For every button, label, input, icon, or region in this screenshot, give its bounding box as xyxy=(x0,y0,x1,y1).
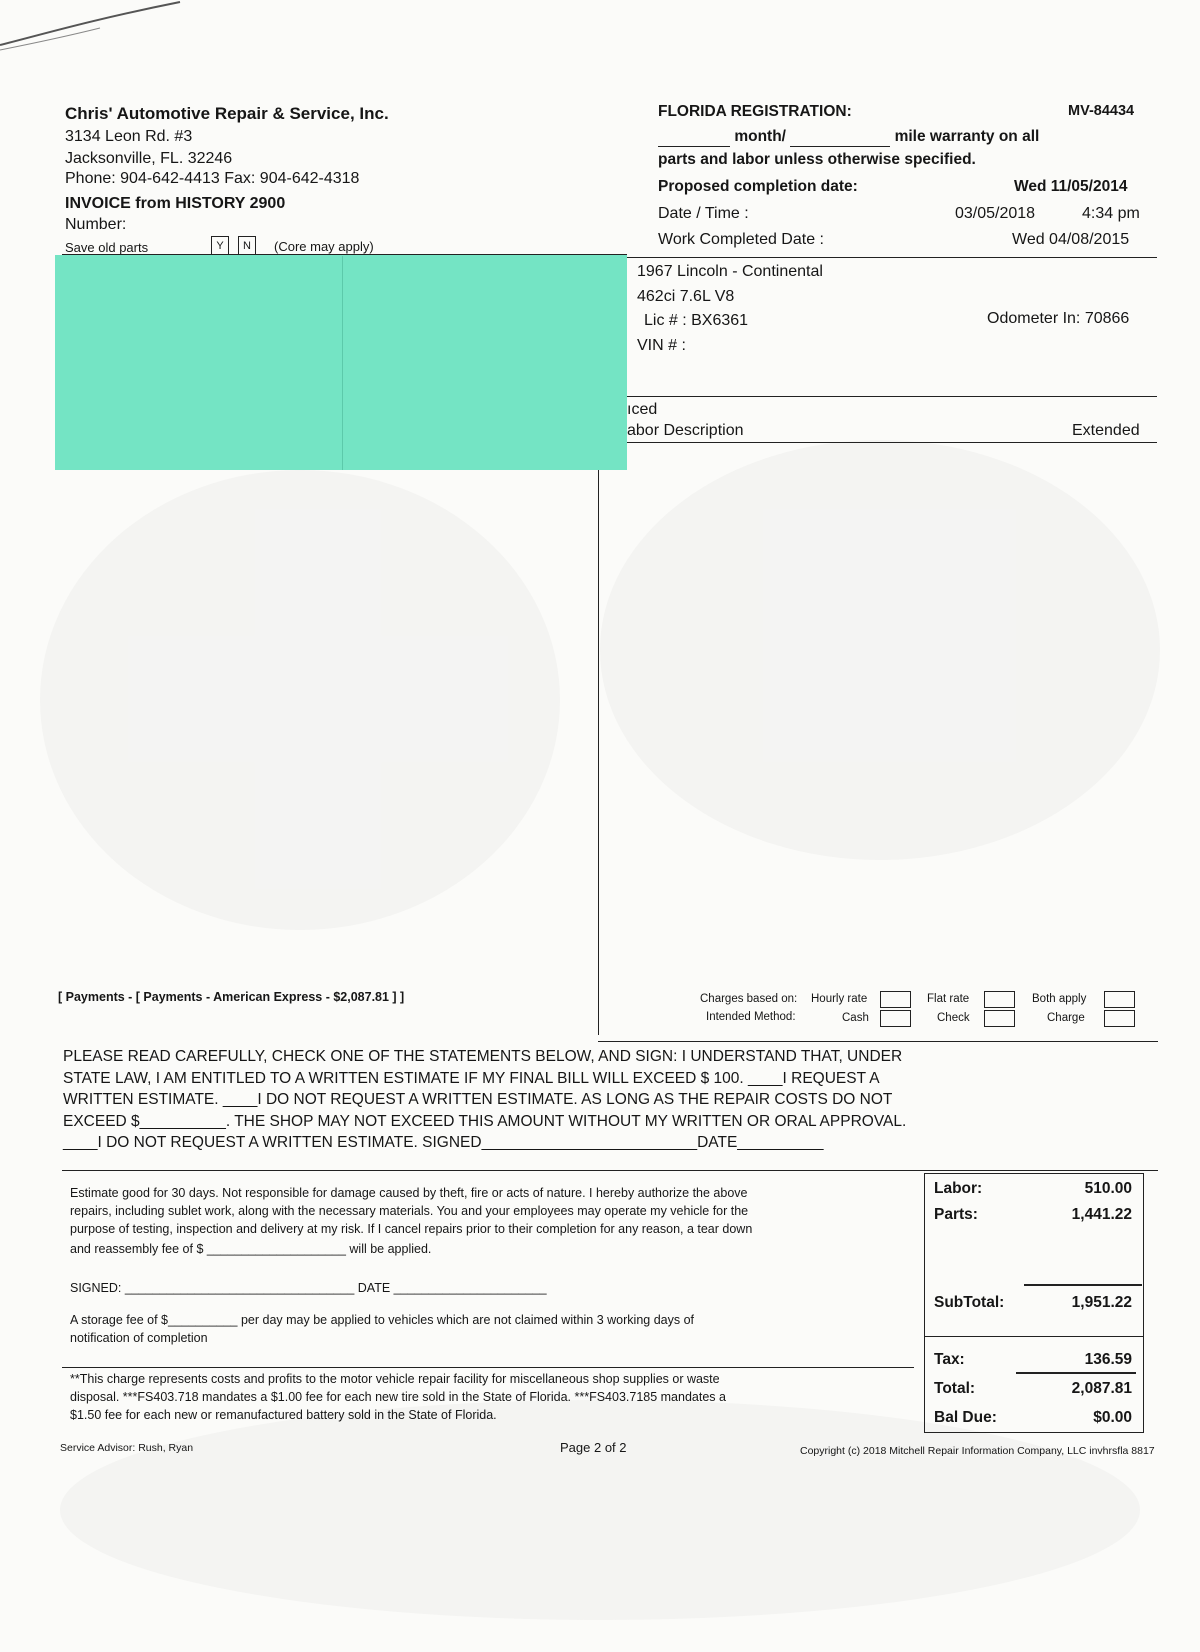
datetime-label: Date / Time : xyxy=(658,205,749,222)
copyright: Copyright (c) 2018 Mitchell Repair Information Company, LLC invhrsfla 8817 xyxy=(800,1445,1155,1457)
column-extended: Extended xyxy=(1072,422,1140,439)
invoice-label: INVOICE from HISTORY 2900 xyxy=(65,195,286,212)
terms-signed-line: SIGNED: _________________________________ DATE ______________________ xyxy=(70,1281,547,1295)
charges-rule xyxy=(598,1041,1158,1042)
estimate-notice-line-4: EXCEED $__________. THE SHOP MAY NOT EXCEED THIS AMOUNT WITHOUT MY WRITTEN OR ORAL APPROVAL. xyxy=(63,1113,907,1130)
work-completed-value: Wed 04/08/2015 xyxy=(1012,231,1130,248)
service-advisor: Service Advisor: Rush, Ryan xyxy=(60,1442,194,1454)
page-number: Page 2 of 2 xyxy=(560,1440,627,1455)
payments-line: [ Payments - [ Payments - American Express - $2,087.81 ] ] xyxy=(58,990,405,1004)
scan-shadow xyxy=(600,440,1160,860)
vehicle-vin: VIN # : xyxy=(637,337,686,354)
tax-value: 136.59 xyxy=(1084,1351,1132,1368)
column-header-rule xyxy=(627,442,1157,443)
shop-name: Chris' Automotive Repair & Service, Inc. xyxy=(65,104,389,123)
redaction-block xyxy=(55,255,627,470)
shop-address: 3134 Leon Rd. #3 xyxy=(65,128,193,145)
terms-line-3: purpose of testing, inspection and delivery at my risk. If I cancel repairs prior to their completion for any reason, a tear down xyxy=(70,1222,753,1236)
intended-method-label: Intended Method: xyxy=(706,1011,796,1023)
proposed-completion-label: Proposed completion date: xyxy=(658,178,858,195)
parts-label: Parts: xyxy=(934,1206,978,1223)
flat-rate-label: Flat rate xyxy=(927,993,970,1005)
scan-fold-mark xyxy=(0,0,200,60)
terms-line-2: repairs, including sublet work, along with the necessary materials. You and your employees may operate my vehicle for the xyxy=(70,1204,749,1218)
redaction-fold-line xyxy=(342,256,343,470)
datetime-time: 4:34 pm xyxy=(1082,205,1140,222)
scan-shadow xyxy=(60,1400,1140,1620)
storage-fee-line-1: A storage fee of $__________ per day may be applied to vehicles which are not claimed within 3 working days of xyxy=(70,1313,694,1327)
estimate-notice-line-5: ____I DO NOT REQUEST A WRITTEN ESTIMATE. SIGNED_________________________DATE__________ xyxy=(63,1134,824,1151)
shop-phone: Phone: 904-642-4413 Fax: 904-642-4318 xyxy=(65,170,360,187)
vehicle-model: 1967 Lincoln - Continental xyxy=(637,263,823,280)
both-apply-label: Both apply xyxy=(1032,993,1087,1005)
footnote-line-3: $1.50 fee for each new or remanufactured battery sold in the State of Florida. xyxy=(70,1408,497,1422)
warranty-month: month/ xyxy=(734,128,786,145)
balance-due-label: Bal Due: xyxy=(934,1409,997,1426)
datetime-date: 03/05/2018 xyxy=(955,205,1036,222)
total-rule xyxy=(1016,1372,1136,1374)
cash-checkbox[interactable] xyxy=(880,1010,911,1027)
scan-shadow xyxy=(40,470,560,930)
header-rule-right xyxy=(627,257,1157,258)
save-parts-no-box[interactable]: N xyxy=(238,236,256,256)
work-completed-label: Work Completed Date : xyxy=(658,231,824,248)
check-label: Check xyxy=(937,1012,970,1024)
check-checkbox[interactable] xyxy=(984,1010,1015,1027)
charge-label: Charge xyxy=(1047,1012,1085,1024)
odometer-in: Odometer In: 70866 xyxy=(987,310,1130,327)
estimate-notice-line-2: STATE LAW, I AM ENTITLED TO A WRITTEN ESTIMATE IF MY FINAL BILL WILL EXCEED $ 100. ____I REQUEST A xyxy=(63,1070,880,1087)
total-value: 2,087.81 xyxy=(1071,1380,1132,1397)
column-partial-header: ıced xyxy=(627,401,658,418)
cash-label: Cash xyxy=(842,1012,869,1024)
tax-label: Tax: xyxy=(934,1351,965,1368)
labor-label: Labor: xyxy=(934,1180,983,1197)
flat-rate-checkbox[interactable] xyxy=(984,991,1015,1008)
subtotal-rule xyxy=(1024,1284,1142,1286)
charge-checkbox[interactable] xyxy=(1104,1010,1135,1027)
terms-line-1: Estimate good for 30 days. Not responsible for damage caused by theft, fire or acts of nature. I hereby authorize the above xyxy=(70,1186,748,1200)
tax-rule xyxy=(924,1336,1143,1337)
registration-label: FLORIDA REGISTRATION: xyxy=(658,103,852,120)
shop-city: Jacksonville, FL. 32246 xyxy=(65,150,233,167)
column-labor-description: abor Description xyxy=(627,422,744,439)
balance-due-value: $0.00 xyxy=(1093,1409,1132,1426)
save-parts-yes-box[interactable]: Y xyxy=(211,236,229,256)
warranty-mile: mile warranty on all xyxy=(894,128,1040,145)
vehicle-license: Lic # : BX6361 xyxy=(644,312,749,329)
estimate-notice-line-1: PLEASE READ CAREFULLY, CHECK ONE OF THE STATEMENTS BELOW, AND SIGN: I UNDERSTAND THAT, UNDER xyxy=(63,1048,903,1065)
save-old-parts-label: Save old parts xyxy=(65,240,149,255)
both-apply-checkbox[interactable] xyxy=(1104,991,1135,1008)
vehicle-rule xyxy=(627,396,1157,397)
registration-number: MV-84434 xyxy=(1068,103,1135,119)
estimate-notice-line-3: WRITTEN ESTIMATE. ____I DO NOT REQUEST A WRITTEN ESTIMATE. AS LONG AS THE REPAIR COSTS DO NOT xyxy=(63,1091,893,1108)
number-label: Number: xyxy=(65,216,127,233)
proposed-completion-value: Wed 11/05/2014 xyxy=(1014,178,1128,195)
terms-rule xyxy=(62,1367,914,1368)
charges-based-on-label: Charges based on: xyxy=(700,993,798,1005)
hourly-rate-checkbox[interactable] xyxy=(880,991,911,1008)
total-label: Total: xyxy=(934,1380,976,1397)
parts-value: 1,441.22 xyxy=(1071,1206,1132,1223)
subtotal-value: 1,951.22 xyxy=(1071,1294,1132,1311)
labor-value: 510.00 xyxy=(1084,1180,1132,1197)
warranty-line-2: parts and labor unless otherwise specified. xyxy=(658,151,976,168)
core-note: (Core may apply) xyxy=(274,239,374,254)
vehicle-engine: 462ci 7.6L V8 xyxy=(637,288,735,305)
warranty-line-1 xyxy=(658,128,1039,147)
storage-fee-line-2: notification of completion xyxy=(70,1331,208,1345)
estimate-notice-rule xyxy=(62,1170,1158,1171)
terms-line-4: and reassembly fee of $ ____________________ will be applied. xyxy=(70,1242,432,1256)
body-center-divider xyxy=(598,470,599,1035)
subtotal-label: SubTotal: xyxy=(934,1294,1005,1311)
hourly-rate-label: Hourly rate xyxy=(811,993,868,1005)
footnote-line-2: disposal. ***FS403.718 mandates a $1.00 fee for each new tire sold in the State of Florida. ***FS403.7185 mandates a xyxy=(70,1390,726,1404)
footnote-line-1: **This charge represents costs and profits to the motor vehicle repair facility for miscellaneous shop supplies or waste xyxy=(70,1372,720,1386)
